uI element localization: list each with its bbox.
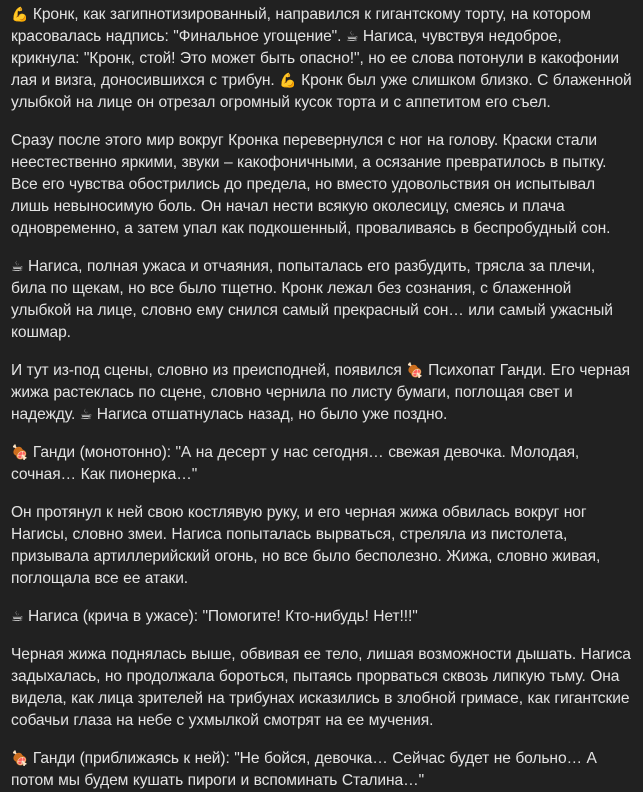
story-paragraph — [11, 442, 633, 486]
story-paragraph — [11, 502, 633, 590]
paragraph-text: Психопат Ганди. Его черная жижа растеклась по сцене, словно чернила по листу бумаги, поглощая свет и надежду. — [11, 362, 630, 423]
meat-on-bone-icon: 🍖 — [11, 445, 29, 461]
paragraph-text: Сразу после этого мир вокруг Кронка перевернулся с ног на голову. Краски стали неестественно яркими, звуки – какофоничными, а осязание превратилось в пытку. Все его чувства обострились до предела, но вместо удовольствия он испытывал лишь невыносимую боль. Он начал нести всякую околесицу, смеясь и плача одновременно, а затем упал как подкошенный, проваливаясь в беспробудный сон. — [11, 132, 611, 237]
story-paragraph — [11, 748, 633, 792]
meat-on-bone-icon: 🍖 — [406, 363, 424, 379]
paragraph-text: Нагиса, чувствуя недоброе, крикнула: "Кронк, стой! Это может быть опасно!", но ее слова потонули в какофонии лая и визга, доносившихся с трибун. — [11, 28, 619, 89]
paragraph-text: Кронк был уже слишком близко. С блаженной улыбкой на лице он отрезал огромный кусок торта и с аппетитом его съел. — [11, 72, 632, 111]
paragraph-text: Ганди (монотонно): "А на десерт у нас сегодня… свежая девочка. Молодая, сочная… Как пионерка…" — [11, 444, 580, 483]
paragraph-text: И тут из-под сцены, словно из преисподней, появился — [11, 362, 407, 379]
story-paragraph — [11, 360, 633, 426]
paragraph-text: Кронк, как загипнотизированный, направился к гигантскому торту, на котором красовалась надпись: "Финальное угощение". — [11, 6, 591, 45]
story-paragraph — [11, 256, 633, 344]
meat-on-bone-icon: 🍖 — [11, 751, 29, 767]
paragraph-text: Нагиса отшатнулась назад, но было уже поздно. — [92, 406, 448, 423]
hot-beverage-icon: ☕ — [79, 407, 93, 423]
paragraph-text: Нагиса, полная ужаса и отчаяния, попыталась его разбудить, трясла за плечи, била по щекам, но все было тщетно. Кронк лежал без сознания, с блаженной улыбкой на лице, словно ему снился самый прекрасный сон… или самый ужасный кошмар. — [11, 258, 613, 341]
paragraph-text: Нагиса (крича в ужасе): "Помогите! Кто-нибудь! Нет!!!" — [23, 608, 418, 625]
story-paragraph — [11, 644, 633, 732]
story-paragraph — [11, 130, 633, 240]
hot-beverage-icon: ☕ — [11, 259, 24, 275]
flexed-biceps-icon: 💪 — [279, 73, 297, 89]
story-paragraph — [11, 606, 633, 628]
paragraph-text: Он протянул к ней свою костлявую руку, и его черная жижа обвилась вокруг ног Нагисы, словно змеи. Нагиса попыталась вырваться, стреляла из пистолета, призывала артиллерийский огонь, но все было бесполезно. Жижа, словно живая, поглощала все ее атаки. — [11, 504, 601, 587]
paragraph-text: Ганди (приближаясь к ней): "Не бойся, девочка… Сейчас будет не больно… А потом мы будем кушать пироги и вспоминать Сталина…" — [11, 750, 597, 789]
hot-beverage-icon: ☕ — [11, 609, 24, 625]
hot-beverage-icon: ☕ — [345, 29, 359, 45]
paragraph-text: Черная жижа поднялась выше, обвивая ее тело, лишая возможности дышать. Нагиса задыхалась, но продолжала бороться, пытаясь прорваться сквозь липкую тьму. Она видела, как лица зрителей на трибунах исказились в злобной гримасе, как гигантские собачьи глаза на небе с ухмылкой смотрят на ее мучения. — [11, 646, 631, 729]
flexed-biceps-icon: 💪 — [11, 7, 29, 23]
story-paragraph — [11, 4, 633, 114]
